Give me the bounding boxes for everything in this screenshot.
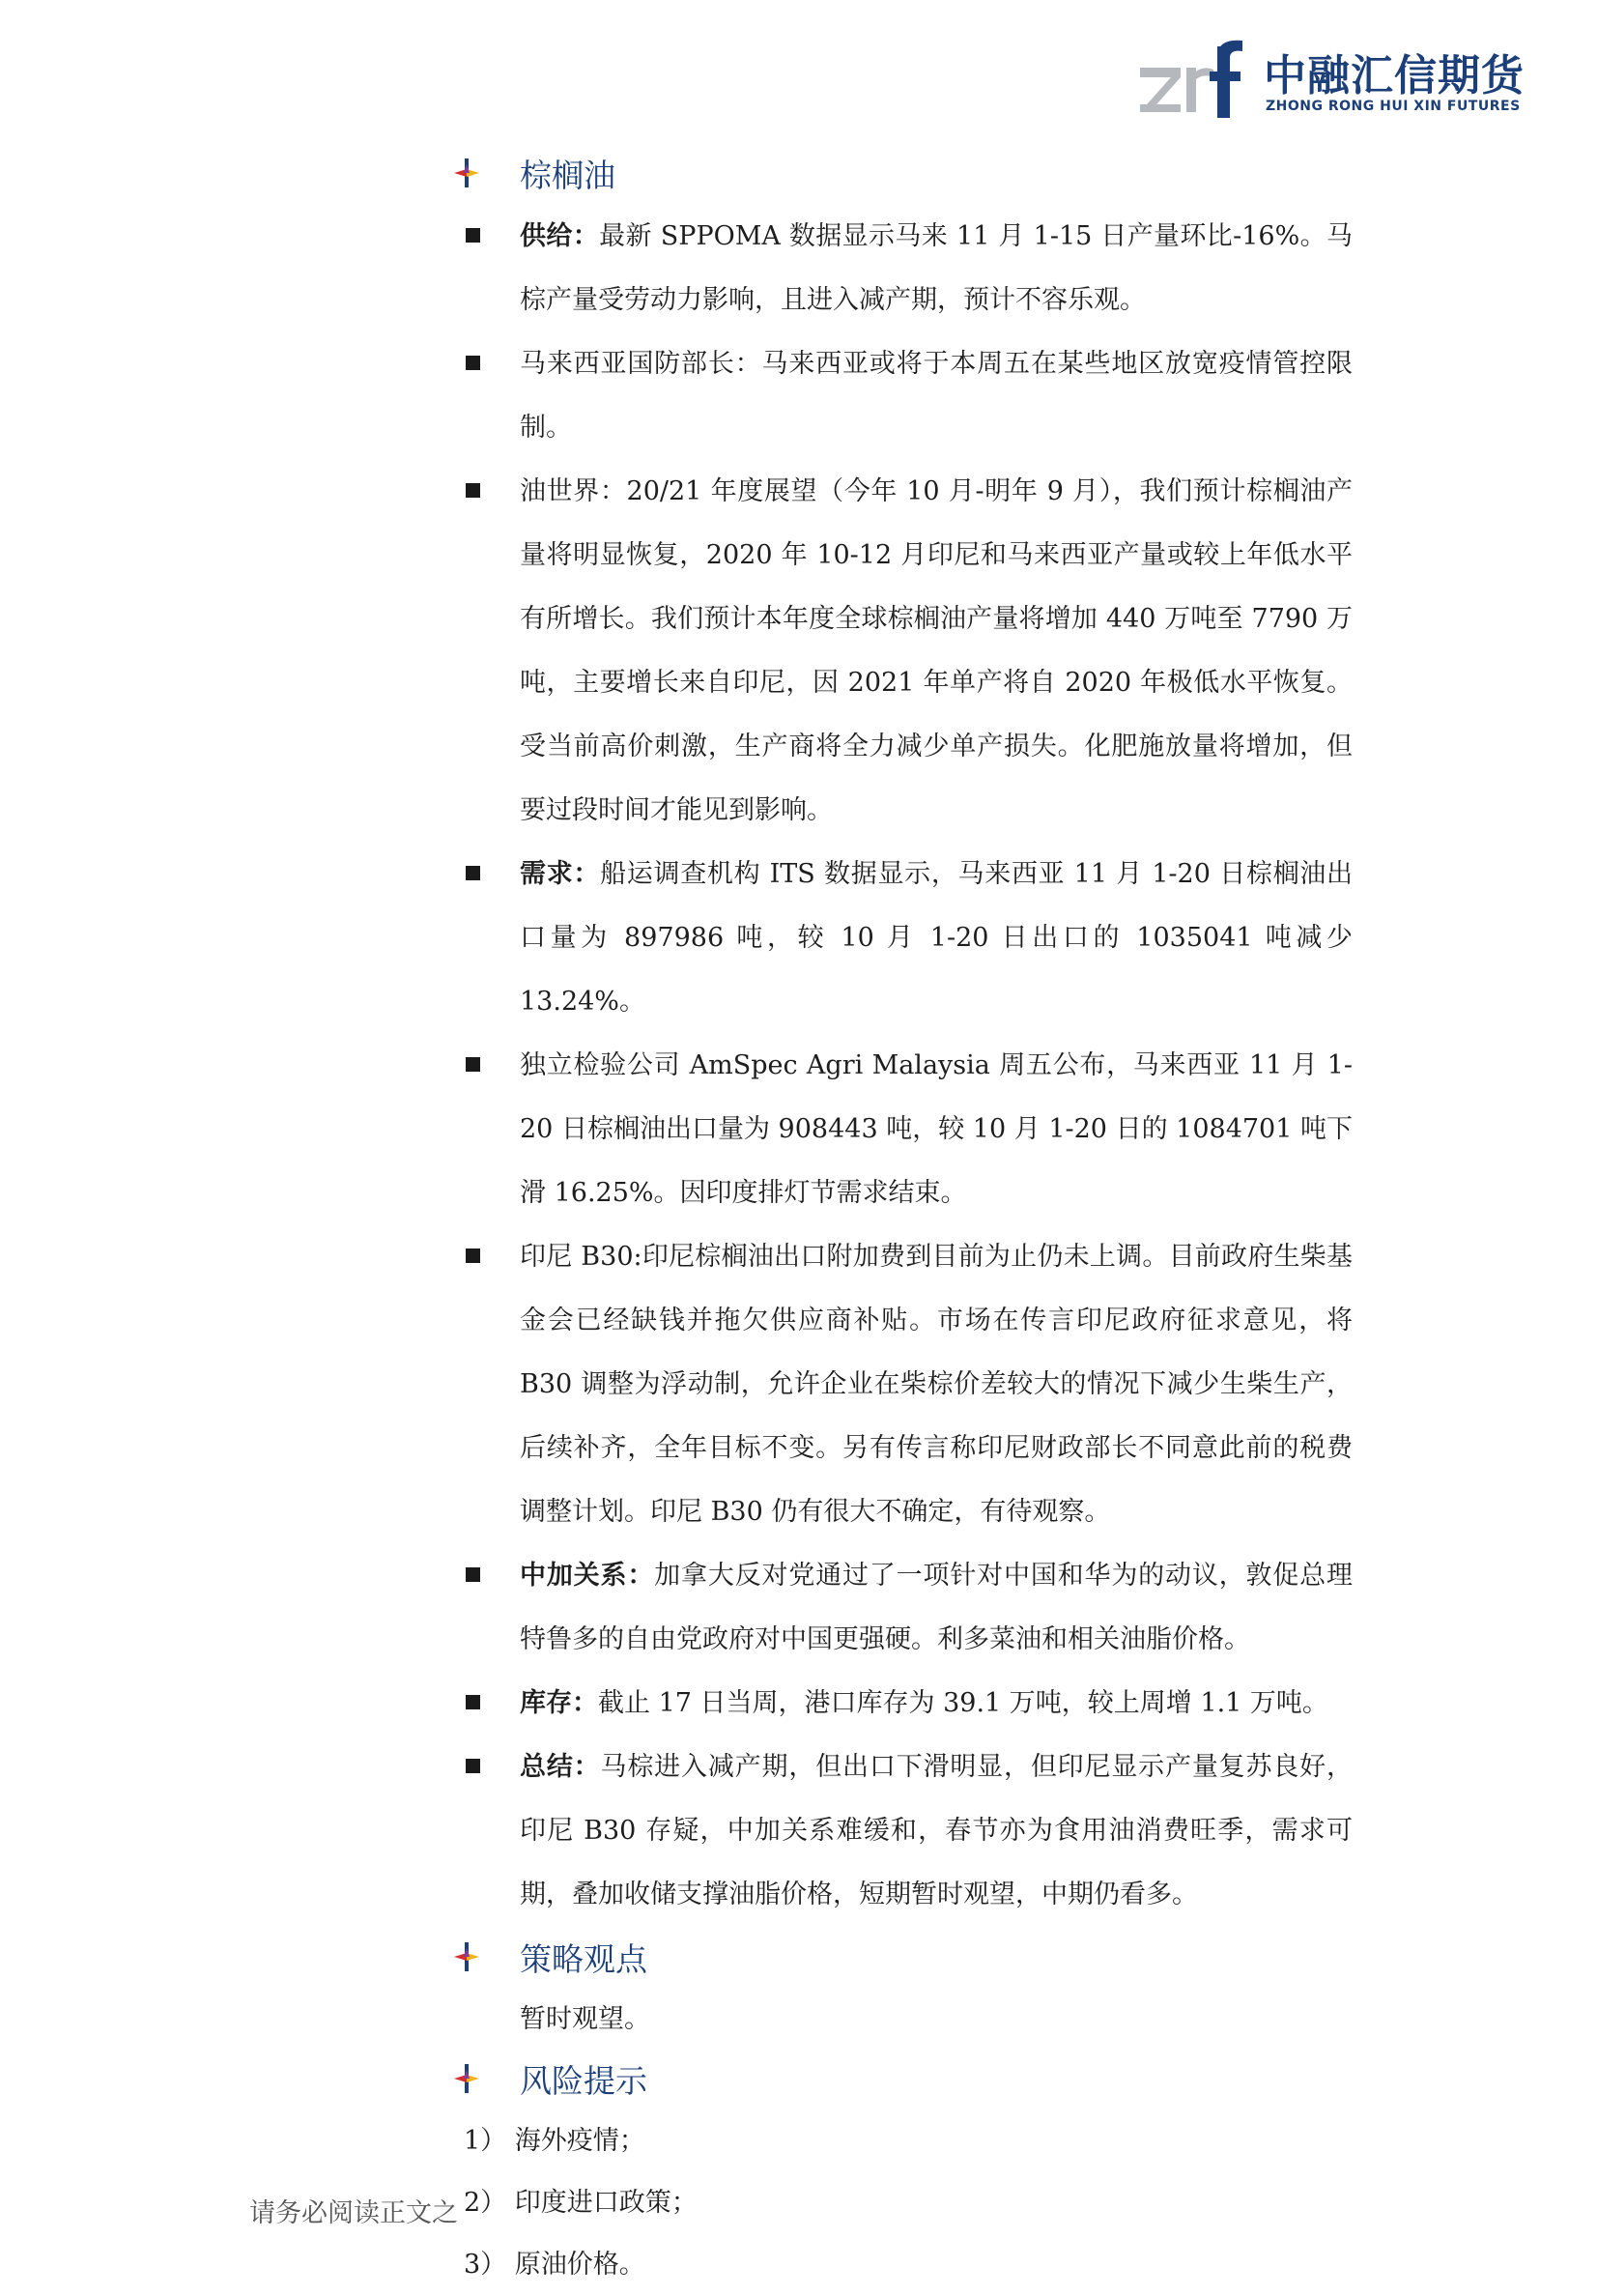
bullet-text bbox=[520, 843, 1353, 1034]
bullet-text bbox=[520, 1544, 1353, 1672]
zrf-logo-mark bbox=[1140, 39, 1246, 118]
risk-item: 1） 海外疫情； bbox=[464, 2126, 645, 2156]
bullet-body: 油世界：20/21 年度展望（今年 10 月-明年 9 月），我们预计棕榈油产量将明显恢复，2020 年 10-12 月印尼和马来西亚产量或较上年低水平有所增长。我们预计本年度全球棕榈油产量将增加 440 万吨至 7790 万吨，主要增长来自印尼，因 2021 年单产将自 2020 年极低水平恢复。受当前高价刺激，生产商将全力减少单产损失。化肥施放量将增加，但要过段时间才能见到影响。 bbox=[520, 476, 1353, 825]
bullet-label: 供给： bbox=[520, 221, 600, 251]
bullet-body: 最新 SPPOMA 数据显示马来 11 月 1-15 日产量环比-16%。马棕产量受劳动力影响，且进入减产期，预计不容乐观。 bbox=[520, 221, 1353, 315]
square-bullet-icon bbox=[466, 866, 480, 880]
section-title: 风险提示 bbox=[520, 2062, 647, 2100]
bullet-body: 马来西亚国防部长：马来西亚或将于本周五在某些地区放宽疫情管控限制。 bbox=[520, 349, 1353, 443]
risk-item: 2） 印度进口政策； bbox=[464, 2188, 698, 2218]
section-title: 策略观点 bbox=[520, 1940, 647, 1978]
square-bullet-icon bbox=[466, 1248, 480, 1263]
bullet-text bbox=[520, 332, 1353, 460]
section-marker-icon bbox=[454, 1942, 479, 1971]
square-bullet-icon bbox=[466, 1057, 480, 1072]
bullet-item bbox=[454, 1034, 1353, 1225]
square-bullet-icon bbox=[466, 1695, 480, 1709]
section-risk bbox=[454, 2051, 1353, 2110]
page-footer: 请务必阅读正文之 bbox=[249, 2198, 458, 2228]
section-strategy bbox=[454, 1929, 1353, 1989]
report-body bbox=[454, 145, 1353, 2296]
bullet-item bbox=[454, 1225, 1353, 1544]
bullet-item bbox=[454, 460, 1353, 843]
bullet-label: 需求： bbox=[520, 859, 601, 889]
section-title: 棕榈油 bbox=[520, 157, 615, 194]
logo-chinese-name: 中融汇信期货 bbox=[1264, 51, 1525, 100]
square-bullet-icon bbox=[466, 483, 480, 498]
bullet-item bbox=[454, 1544, 1353, 1672]
bullet-item bbox=[454, 1736, 1353, 1927]
section-marker-icon bbox=[454, 2064, 479, 2093]
section-marker-icon bbox=[454, 158, 479, 187]
bullet-item bbox=[454, 1672, 1353, 1736]
strategy-text: 暂时观望。 bbox=[520, 2004, 650, 2034]
bullet-label: 总结： bbox=[520, 1752, 601, 1782]
bullet-text bbox=[520, 1672, 1353, 1736]
bullet-body: 加拿大反对党通过了一项针对中国和华为的动议，敦促总理特鲁多的自由党政府对中国更强硬。利多菜油和相关油脂价格。 bbox=[520, 1561, 1354, 1654]
bullet-label: 库存： bbox=[520, 1688, 598, 1718]
square-bullet-icon bbox=[466, 1567, 480, 1582]
bullet-body: 独立检验公司 AmSpec Agri Malaysia 周五公布，马来西亚 11 月 1-20 日棕榈油出口量为 908443 吨，较 10 月 1-20 日的 1084701 吨下滑 16.25%。因印度排灯节需求结束。 bbox=[520, 1050, 1353, 1208]
bullet-item bbox=[454, 843, 1353, 1034]
company-logo bbox=[1140, 35, 1525, 122]
square-bullet-icon bbox=[466, 1759, 480, 1773]
section-palm-oil bbox=[454, 145, 1353, 205]
risk-item: 3） 原油价格。 bbox=[464, 2250, 645, 2280]
bullet-item bbox=[454, 205, 1353, 332]
bullet-text bbox=[520, 205, 1353, 332]
bullet-item bbox=[454, 332, 1353, 460]
bullet-body: 截止 17 日当周，港口库存为 39.1 万吨，较上周增 1.1 万吨。 bbox=[598, 1688, 1328, 1718]
bullet-list bbox=[454, 205, 1353, 1927]
bullet-text bbox=[520, 460, 1353, 843]
square-bullet-icon bbox=[466, 228, 480, 243]
bullet-body: 印尼 B30:印尼棕榈油出口附加费到目前为止仍未上调。目前政府生柴基金会已经缺钱并拖欠供应商补贴。市场在传言印尼政府征求意见，将 B30 调整为浮动制，允许企业在柴棕价差较大的情况下减少生柴生产，后续补齐，全年目标不变。另有传言称印尼财政部长不同意此前的税费调整计划。印尼 B30 仍有很大不确定，有待观察。 bbox=[520, 1242, 1353, 1527]
logo-english-name: ZHONG RONG HUI XIN FUTURES bbox=[1266, 99, 1521, 114]
bullet-text bbox=[520, 1225, 1353, 1544]
bullet-text bbox=[520, 1736, 1353, 1927]
square-bullet-icon bbox=[466, 356, 480, 370]
bullet-label: 中加关系： bbox=[520, 1561, 655, 1591]
bullet-text bbox=[520, 1034, 1353, 1225]
bullet-body: 船运调查机构 ITS 数据显示，马来西亚 11 月 1-20 日棕榈油出口量为 897986 吨，较 10 月 1-20 日出口的 1035041 吨减少 13.24%。 bbox=[520, 859, 1353, 1017]
bullet-body: 马棕进入减产期，但出口下滑明显，但印尼显示产量复苏良好，印尼 B30 存疑，中加关系难缓和，春节亦为食用油消费旺季，需求可期，叠加收储支撑油脂价格，短期暂时观望，中期仍看多。 bbox=[520, 1752, 1353, 1909]
